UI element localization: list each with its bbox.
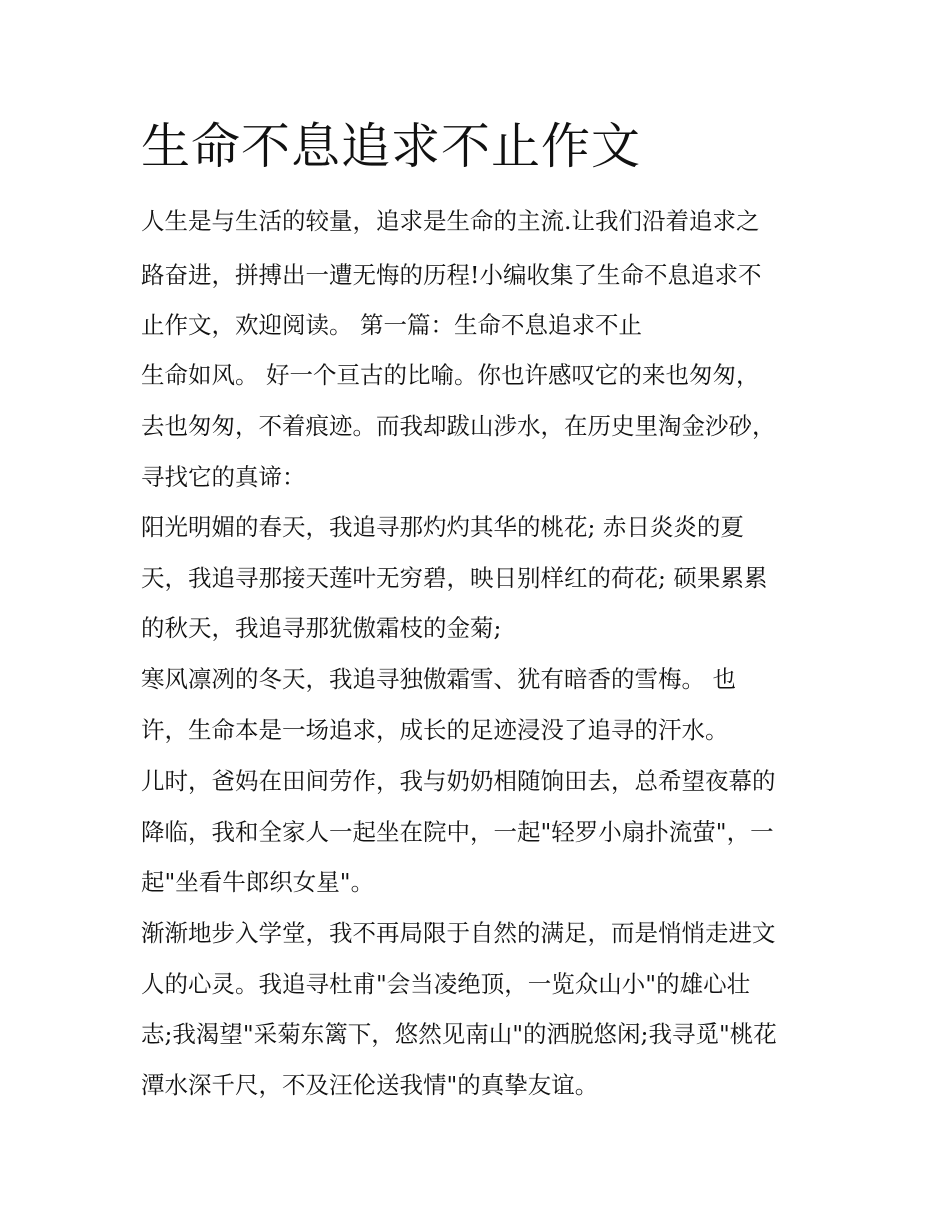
body-line: 人生是与生活的较量，追求是生命的主流.让我们沿着追求之 — [141, 207, 760, 235]
body-line: 渐渐地步入学堂，我不再局限于自然的满足，而是悄悄走进文 — [141, 919, 776, 947]
body-line: 降临，我和全家人一起坐在院中，一起"轻罗小扇扑流萤"，一 — [141, 818, 774, 846]
body-line: 人的心灵。我追寻杜甫"会当凌绝顶，一览众山小"的雄心壮 — [141, 970, 751, 998]
body-line: 潭水深千尺，不及汪伦送我情"的真挚友谊。 — [141, 1071, 599, 1099]
body-line: 寒风凛冽的冬天，我追寻独傲霜雪、犹有暗香的雪梅。 也 — [141, 665, 736, 693]
document-title: 生命不息追求不止作文 — [141, 118, 642, 175]
body-line: 的秋天，我追寻那犹傲霜枝的金菊; — [141, 614, 502, 642]
body-line: 志;我渴望"采菊东篱下，悠然见南山"的洒脱悠闲;我寻觅"桃花 — [141, 1020, 777, 1048]
body-line: 天，我追寻那接天莲叶无穷碧，映日别样红的荷花; 硕果累累 — [141, 564, 768, 592]
body-line: 起"坐看牛郎织女星"。 — [141, 868, 375, 896]
body-line: 路奋进，拼搏出一遭无悔的历程!小编收集了生命不息追求不 — [141, 261, 762, 289]
body-line: 止作文，欢迎阅读。 第一篇：生命不息追求不止 — [141, 311, 642, 339]
body-line: 寻找它的真谛： — [141, 463, 306, 491]
body-line: 生命如风。 好一个亘古的比喻。你也许感叹它的来也匆匆， — [141, 361, 760, 389]
body-line: 许，生命本是一场追求，成长的足迹浸没了追寻的汗水。 — [141, 716, 729, 744]
body-line: 去也匆匆，不着痕迹。而我却跋山涉水，在历史里淘金沙砂， — [141, 412, 776, 440]
body-line: 阳光明媚的春天，我追寻那灼灼其华的桃花; 赤日炎炎的夏 — [141, 513, 744, 541]
body-line: 儿时，爸妈在田间劳作，我与奶奶相随饷田去，总希望夜幕的 — [141, 767, 776, 795]
